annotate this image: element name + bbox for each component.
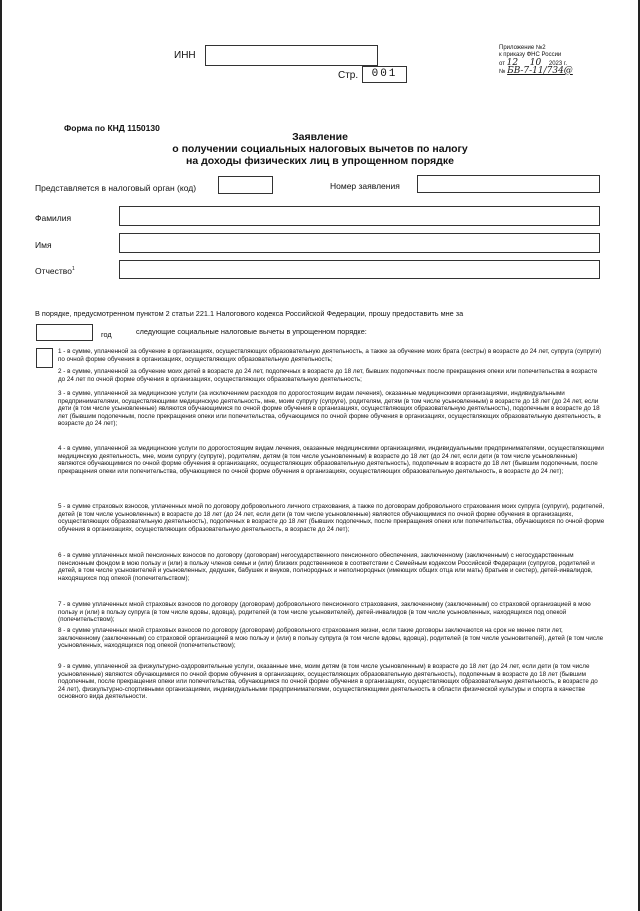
- form-title-line-1: Заявление: [292, 131, 348, 143]
- following-deductions-text: следующие социальные налоговые вычеты в упрощенном порядке:: [136, 327, 367, 336]
- deduction-item-3: 3 - в сумме, уплаченной за медицинские услуги (за исключением расходов по дорогостоящим видам лечения), оказанные медицинскими организациями, индивидуальными предпринимателями, осуществляющими медицинскую деятельность, мне, моим супругу (супруге), родителям, детям (в том числе усыновленным) в возрасте до 18 лет (до 24 лет, если дети (в том числе усыновленные) являются обучающимися по очной форме обучения в организациях, осуществляющих образовательную деятельность), подопечным в возрасте до 18 лет (бывшим подопечным, после прекращения опеки или попечительства, обучающимся по очной форме обучения в организациях, осуществляющих образовательную деятельность, в возрасте до 24 лет);: [58, 390, 601, 428]
- inn-field[interactable]: [205, 45, 378, 66]
- year-label: год: [101, 330, 112, 339]
- appendix-number: [499, 65, 629, 76]
- patronymic-label: [35, 266, 75, 276]
- appendix-number-prefix: №: [499, 68, 506, 75]
- patronymic-label-text: Отчество: [35, 266, 72, 276]
- deduction-item-1: 1 - в сумме, уплаченной за обучение в организациях, осуществляющих образовательную деятельность, а также за обучение моих брата (сестры) в возрасте до 24 лет, супруга (супруги) по очной форме обучения в организациях, осуществляющих образовательную деятельность;: [58, 348, 602, 363]
- form-code: Форма по КНД 1150130: [64, 123, 160, 133]
- name-label: Имя: [35, 240, 52, 250]
- page-number-value: 001: [371, 68, 398, 80]
- page-left-edge: [0, 0, 2, 911]
- deduction-item-9: 9 - в сумме, уплаченной за физкультурно-оздоровительные услуги, оказанные мне, моим детям (в том числе усыновленным) в возрасте до 18 лет (до 24 лет, если дети (в том числе усыновленные) являются обучающимися по очной форме обучения в организациях, осуществляющих образовательную деятельность), подопечным в возрасте до 18 лет (бывшим подопечным, после прекращения опеки или попечительства, обучающимся по очной форме обучения в организациях, осуществляющих образовательную деятельность, в возрасте до 24 лет), физкультурно-спортивными организациями, индивидуальными предпринимателями, осуществляющими деятельность в области физической культуры и спорта в качестве основного вида деятельности.: [58, 663, 598, 701]
- deduction-item-8: 8 - в сумме уплаченных мной страховых взносов по договору (договорам) добровольного страхования жизни, если такие договоры заключаются на срок не менее пяти лет, заключенному (заключенным) со страховой организацией в мою пользу и (или) в пользу супруга (в том числе вдовы, вдовца), родителей (в том числе усыновителей), детей (в том числе усыновленных, находящихся под опекой (попечительством);: [58, 627, 604, 650]
- form-title: [150, 131, 490, 167]
- deduction-item-6: 6 - в сумме уплаченных мной пенсионных взносов по договору (договорам) негосударственного пенсионного обеспечения, заключенному (заключенным) с негосударственным пенсионным фондом в мою пользу и (или) в пользу членов семьи и (или) близких родственников в соответствии с Семейным кодексом Российской Федерации (супругов, родителей и детей, в том числе усыновителей и усыновленных, дедушек, бабушек и внуков, полнородных и неполнородных (имеющих общих отца или мать) братьев и сестер), детей-инвалидов, находящихся под опекой (попечительством);: [58, 552, 595, 582]
- tax-office-code-field[interactable]: [218, 176, 273, 194]
- deduction-item-4: 4 - в сумме, уплаченной за медицинские услуги по дорогостоящим видам лечения, оказанные медицинскими организациями, индивидуальными предпринимателями, осуществляющими медицинскую деятельность, мне, моим супругу (супруге), родителям, детям (в том числе усыновленным) в возрасте до 18 лет (до 24 лет, если дети (в том числе усыновленные) являются обучающимися по очной форме обучения в организациях, осуществляющих образовательную деятельность), подопечным в возрасте до 18 лет (бывшим подопечным, после прекращения опеки или попечительства, обучающимся по очной форме обучения в организациях, осуществляющих образовательную деятельность, в возрасте до 24 лет);: [58, 445, 604, 475]
- intro-text: В порядке, предусмотренном пунктом 2 статьи 221.1 Налогового кодекса Российской Федерации, прошу предоставить мне за: [35, 309, 464, 318]
- deduction-item-5: 5 - в сумме страховых взносов, уплаченных мной по договору добровольного личного страхования, а также по договорам добровольного страхования моих супруга (супруги), родителей, детей (в том числе усыновленных) в возрасте до 18 лет (до 24 лет, если дети (в том числе усыновленные) являются обучающимися по очной форме обучения в организациях, осуществляющих образовательную деятельность), подопечных в возрасте до 18 лет (бывших подопечных, после прекращения опеки или попечительства, обучающихся по очной форме обучения в организациях, осуществляющих образовательную деятельность, в возрасте до 24 лет);: [58, 503, 605, 533]
- inn-label: ИНН: [174, 50, 196, 61]
- deduction-item-7: 7 - в сумме уплаченных мной страховых взносов по договору (договорам) добровольного пенсионного страхования, заключенному (заключенным) со страховой организацией в мою пользу и (или) в пользу супруга (в том числе вдовы, вдовца), родителей (в том числе усыновителей), детей-инвалидов (в том числе усыновленных, находящихся под опекой (попечительством);: [58, 601, 591, 624]
- patronymic-field[interactable]: [119, 260, 600, 279]
- appendix-line-2: к приказу ФНС России: [499, 52, 562, 59]
- appendix-block: [499, 45, 629, 76]
- appendix-date-month: 10: [529, 57, 542, 68]
- appendix-date-prefix: от: [499, 60, 505, 67]
- application-number-label: Номер заявления: [330, 181, 400, 191]
- deduction-code-field[interactable]: [36, 348, 53, 368]
- page-label: Стр.: [338, 70, 359, 81]
- application-number-field[interactable]: [417, 175, 600, 193]
- patronymic-footnote-mark: 1: [71, 266, 75, 273]
- name-field[interactable]: [119, 233, 600, 253]
- appendix-date-year: 2023 г.: [548, 60, 568, 67]
- year-field[interactable]: [36, 324, 93, 341]
- form-title-line-3: на доходы физических лиц в упрощенном порядке: [186, 155, 454, 167]
- tax-office-label: Представляется в налоговый орган (код): [35, 183, 197, 193]
- appendix-number-value: БВ-7-11/734@: [507, 65, 573, 76]
- form-title-line-2: о получении социальных налоговых вычетов по налогу: [172, 143, 468, 155]
- surname-field[interactable]: [119, 206, 600, 226]
- deduction-item-2: 2 - в сумме, уплаченной за обучение моих детей в возрасте до 24 лет, подопечных в возрасте до 18 лет, бывших подопечных после прекращения опеки или попечительства в возрасте до 24 лет по очной форме обучения в организациях, осуществляющих образовательную деятельность;: [58, 368, 598, 383]
- surname-label: Фамилия: [35, 213, 72, 223]
- appendix-date-day: 12: [506, 57, 519, 68]
- page-number-field[interactable]: [362, 66, 407, 83]
- appendix-line-1: Приложение №2: [499, 45, 546, 51]
